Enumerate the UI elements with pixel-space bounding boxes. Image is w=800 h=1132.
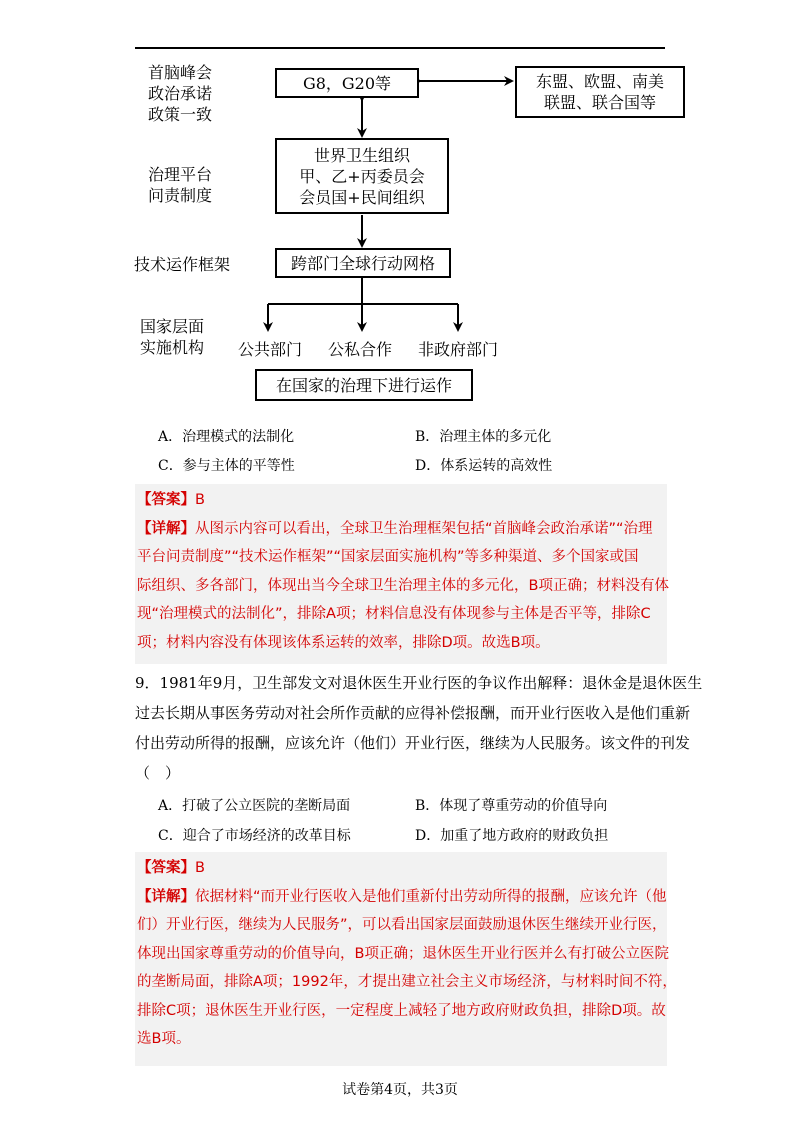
- q9-detail-line: 的垄断局面，排除A项；1992年，才提出建立社会主义市场经济，与材料时间不符，: [137, 974, 677, 990]
- level2-label: 治理平台 问责制度: [148, 165, 213, 205]
- q9-option-c: C．迎合了市场经济的改革目标: [158, 828, 351, 844]
- q9-answer-block: [135, 852, 677, 1066]
- public-sector-label: 公共部门: [238, 340, 303, 359]
- network-box: 跨部门全球行动网格: [275, 248, 451, 278]
- q9-detail-line: 【详解】依据材料“而开业行医收入是他们重新付出劳动所得的报酬，应该允许（他: [137, 888, 667, 905]
- q8-option-b: B．治理主体的多元化: [415, 429, 552, 445]
- level4-label: 国家层面 实施机构: [140, 317, 205, 357]
- header-rule: [135, 47, 665, 49]
- regional-orgs-box: 东盟、欧盟、南美 联盟、联合国等: [515, 66, 685, 118]
- q9-detail-line: 排除C项；退休医生开业行医，一定程度上减轻了地方政府财政负担，排除D项。故: [137, 1002, 666, 1019]
- q9-option-a: A．打破了公立医院的垄断局面: [158, 798, 351, 814]
- q8-detail-line: 平台问责制度”“技术运作框架”“国家层面实施机构”等多种渠道、多个国家或国: [137, 549, 639, 565]
- q9-stem-line: 过去长期从事医务劳动对社会所作贡献的应得补偿报酬，而开业行医收入是他们重新: [135, 704, 691, 722]
- q8-detail-line: 际组织、多各部门，体现出当今全球卫生治理主体的多元化，B项正确；材料没有体: [137, 577, 669, 594]
- q8-detail-line: 项；材料内容没有体现该体系运转的效率，排除D项。故选B项。: [137, 634, 550, 651]
- ngo-label: 非政府部门: [418, 340, 499, 359]
- q9-detail-line: 选B项。: [137, 1031, 191, 1047]
- governance-framework-diagram: [130, 58, 690, 413]
- national-operation-box: 在国家的治理下进行运作: [255, 369, 473, 401]
- page-footer: 试卷第4页，共3页: [342, 1082, 458, 1098]
- q8-detail-line: 现“治理模式的法制化”，排除A项；材料信息没有体现参与主体是否平等，排除C: [137, 606, 651, 622]
- q9-answer-value: B: [195, 860, 205, 876]
- q8-option-c: C．参与主体的平等性: [158, 458, 295, 474]
- level1-label: 首脑峰会 政治承诺 政策一致: [148, 63, 213, 124]
- q9-detail-line: 们）开业行医，继续为人民服务”，可以看出国家层面鼓励退休医生继续开业行医，: [137, 917, 667, 933]
- public-private-label: 公私合作: [328, 340, 393, 359]
- q8-option-a: A．治理模式的法制化: [158, 429, 295, 445]
- q9-stem-line: 付出劳动所得的报酬，应该允许（他们）开业行医，继续为人民服务。该文件的刊发: [135, 734, 691, 752]
- g8-g20-box: G8，G20等: [275, 68, 419, 98]
- q9-option-b: B．体现了尊重劳动的价值导向: [415, 798, 608, 814]
- q9-answer-line: 【答案】B: [137, 860, 205, 876]
- who-box: 世界卫生组织 甲、乙+丙委员会 会员国+民间组织: [275, 138, 449, 214]
- q9-stem-line: 9．1981年9月，卫生部发文对退休医生开业行医的争议作出解释：退休金是退休医生: [135, 674, 703, 692]
- q8-answer-block: [135, 484, 667, 664]
- q8-detail-line: 【详解】从图示内容可以看出，全球卫生治理框架包括“首脑峰会政治承诺”“治理: [137, 520, 653, 537]
- q8-answer-value: B: [195, 492, 205, 508]
- q9-option-d: D．加重了地方政府的财政负担: [415, 828, 609, 844]
- q9-detail-line: 体现出国家尊重劳动的价值导向，B项正确；退休医生开业行医并么有打破公立医院: [137, 945, 669, 962]
- q8-option-d: D．体系运转的高效性: [415, 458, 553, 474]
- q8-answer-line: 【答案】B: [137, 492, 205, 508]
- q9-stem-line: （ ）: [135, 764, 181, 782]
- level3-label: 技术运作框架: [134, 255, 231, 274]
